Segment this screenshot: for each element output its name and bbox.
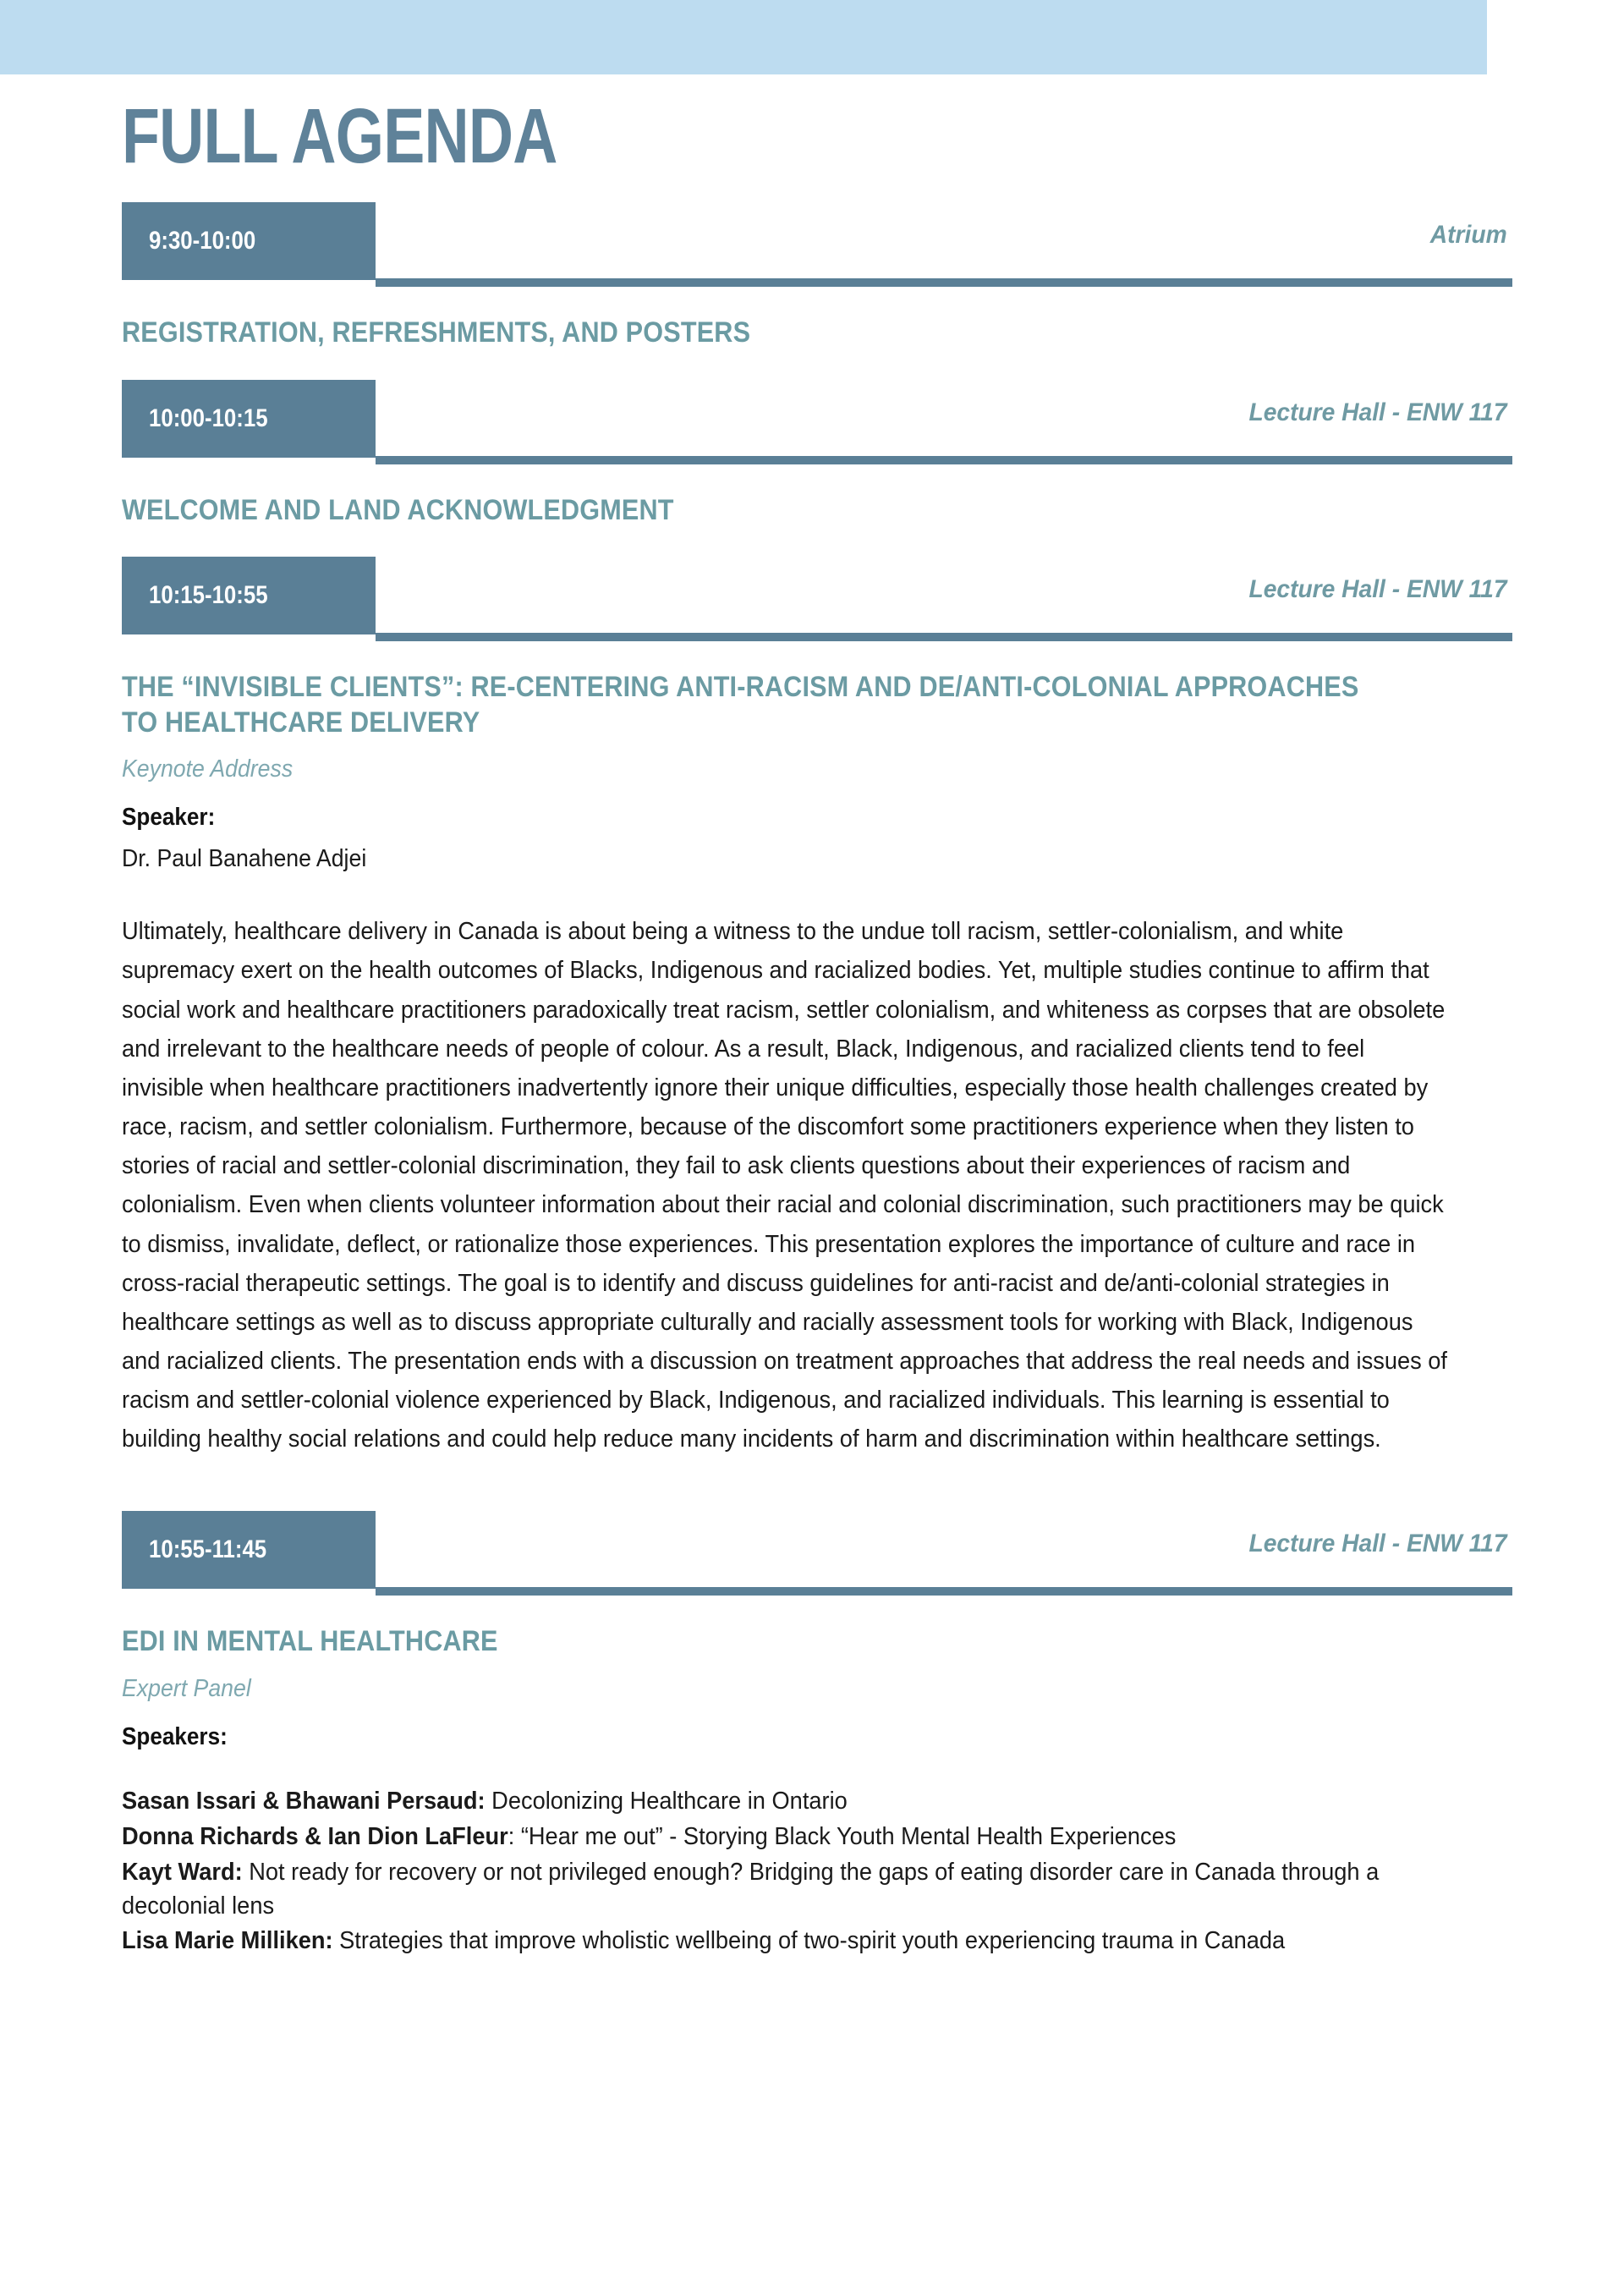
- session-type-4: Expert Panel: [122, 1674, 251, 1702]
- speaker-entry-topic: Not ready for recovery or not privileged enough? Bridging the gaps of eating disorder care in Canada through a decolonial lens: [122, 1858, 1380, 1920]
- speaker-label-3: Speaker:: [122, 804, 216, 832]
- session-header-4: [122, 1511, 1512, 1596]
- time-chip-1: [122, 202, 376, 280]
- session-rule-2: [376, 456, 1512, 464]
- session-title-4: EDI IN MENTAL HEALTHCARE: [122, 1625, 498, 1658]
- speaker-entry: [122, 1785, 1450, 1819]
- time-label-1: 9:30-10:00: [149, 227, 256, 255]
- session-title-1: REGISTRATION, REFRESHMENTS, AND POSTERS: [122, 316, 751, 349]
- page-title: FULL AGENDA: [122, 93, 557, 179]
- session-type-3: Keynote Address: [122, 755, 294, 783]
- session-title-3: THE “INVISIBLE CLIENTS”: RE-CENTERING ANTI-RACISM AND DE/ANTI-COLONIAL APPROACHES TO HEALTHCARE DELIVERY: [122, 671, 1359, 739]
- session-rule-4: [376, 1587, 1512, 1596]
- time-chip-3: [122, 557, 376, 634]
- time-chip-2: [122, 380, 376, 458]
- time-label-2: 10:00-10:15: [149, 404, 268, 432]
- speaker-entry-name: Donna Richards & Ian Dion LaFleur: [122, 1822, 508, 1850]
- room-label-2: Lecture Hall - ENW 117: [1248, 398, 1507, 426]
- session-header-1: [122, 202, 1512, 287]
- room-label-1: Atrium: [1430, 221, 1507, 250]
- speaker-name-3: Dr. Paul Banahene Adjei: [122, 845, 367, 873]
- time-label-4: 10:55-11:45: [149, 1535, 267, 1564]
- page-content: [122, 93, 1512, 1958]
- session-title-2: WELCOME AND LAND ACKNOWLEDGMENT: [122, 493, 674, 526]
- room-label-3: Lecture Hall - ENW 117: [1248, 575, 1507, 604]
- session-rule-1: [376, 278, 1512, 287]
- room-label-4: Lecture Hall - ENW 117: [1248, 1530, 1507, 1558]
- speaker-entry: [122, 1925, 1450, 1958]
- speaker-entry-name: Sasan Issari & Bhawani Persaud:: [122, 1787, 486, 1815]
- time-chip-4: [122, 1511, 376, 1589]
- session-abstract-3: Ultimately, healthcare delivery in Canada is about being a witness to the undue toll racism, settler-colonialism, and white supremacy exert on the health outcomes of Blacks, Indigenous and racialized bodies. Yet, multiple studies continue to affirm that social work and healthcare practitioners paradoxically treat racism, settler colonialism, and whiteness as corpses that are obsolete and irrelevant to the healthcare needs of people of colour. As a result, Black, Indigenous, and racialized clients tend to feel invisible when healthcare practitioners inadvertently ignore their unique difficulties, especially those health challenges created by race, racism, and settler colonialism. Furthermore, because of the discomfort some practitioners experience when they listen to stories of racial and settler-colonial discrimination, they fail to ask clients questions about their experiences of racism and colonialism. Even when clients volunteer information about their racial and colonial discrimination, such practitioners may be quick to dismiss, invalidate, deflect, or rationalize those experiences. This presentation explores the importance of culture and race in cross-racial therapeutic settings. The goal is to identify and discuss guidelines for anti-racist and de/anti-colonial strategies in healthcare settings as well as to discuss appropriate culturally and racially assessment tools for working with Black, Indigenous and racialized clients. The presentation ends with a discussion on treatment approaches that address the real needs and issues of racism and settler-colonial violence experienced by Black, Indigenous, and racialized individuals. This learning is essential to building healthy social relations and could help reduce many incidents of harm and discrimination within healthcare settings.: [122, 918, 1447, 1453]
- speaker-entry-topic: : “Hear me out” - Storying Black Youth Mental Health Experiences: [508, 1822, 1177, 1850]
- time-label-3: 10:15-10:55: [149, 581, 268, 610]
- speaker-entry: [122, 1856, 1450, 1924]
- session-header-2: [122, 380, 1512, 464]
- session-rule-3: [376, 633, 1512, 641]
- session-header-3: [122, 557, 1512, 641]
- speaker-entry-topic: Decolonizing Healthcare in Ontario: [485, 1787, 848, 1815]
- speaker-entry: [122, 1821, 1450, 1854]
- speaker-list-4: [122, 1785, 1512, 1958]
- speaker-entry-name: Lisa Marie Milliken:: [122, 1927, 333, 1955]
- speaker-entry-name: Kayt Ward:: [122, 1858, 243, 1886]
- speaker-entry-topic: Strategies that improve wholistic wellbeing of two-spirit youth experiencing trauma in Canada: [332, 1927, 1286, 1955]
- speakers-label-4: Speakers:: [122, 1722, 228, 1750]
